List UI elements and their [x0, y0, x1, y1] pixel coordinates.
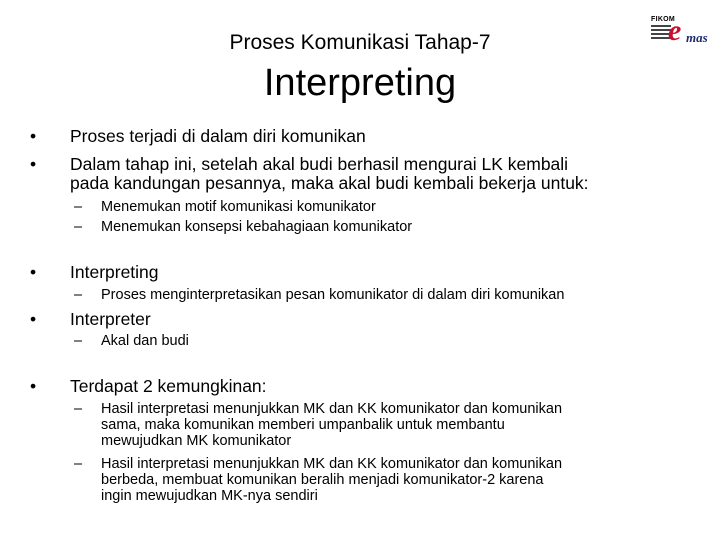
bullet-marker: •: [30, 126, 37, 146]
sub-bullet-text: ingin mewujudkan MK-nya sendiri: [101, 488, 318, 504]
sub-bullet-text: Akal dan budi: [101, 333, 189, 349]
sub-bullet-text: sama, maka komunikan memberi umpanbalik untuk membantu: [101, 417, 505, 433]
logo-e-letter: e: [668, 14, 682, 47]
logo-fikom-text: FIKOM: [651, 16, 676, 23]
bullet-text: pada kandungan pesannya, maka akal budi kembali bekerja untuk:: [70, 173, 589, 193]
bullet-text: Dalam tahap ini, setelah akal budi berhasil mengurai LK kembali: [70, 154, 569, 174]
sub-bullet-marker: –: [74, 219, 83, 235]
bullet-text: Interpreting: [70, 262, 159, 282]
bullet-marker: •: [30, 376, 37, 396]
bullet-marker: •: [30, 262, 37, 282]
sub-bullet-text: Proses menginterpretasikan pesan komunikator di dalam diri komunikan: [101, 287, 565, 303]
sub-bullet-text: Hasil interpretasi menunjukkan MK dan KK komunikator dan komunikan: [101, 401, 563, 417]
sub-bullet-text: Menemukan motif komunikasi komunikator: [101, 199, 376, 215]
sub-bullet-marker: –: [74, 287, 83, 303]
sub-bullet-text: mewujudkan MK komunikator: [101, 433, 292, 449]
slide-title: Interpreting: [263, 62, 457, 104]
bullet-text: Interpreter: [70, 309, 151, 329]
slide-subtitle: Proses Komunikasi Tahap-7: [229, 31, 491, 54]
sub-bullet-text: Menemukan konsepsi kebahagiaan komunikator: [101, 219, 413, 235]
bullet-marker: •: [30, 154, 37, 174]
sub-bullet-marker: –: [74, 333, 83, 349]
sub-bullet-marker: –: [74, 456, 83, 472]
sub-bullet-marker: –: [74, 401, 83, 417]
logo-mas-text: mas: [686, 30, 708, 45]
sub-bullet-marker: –: [74, 199, 83, 215]
fikom-emas-logo: [648, 14, 712, 48]
bullet-text: Terdapat 2 kemungkinan:: [70, 376, 267, 396]
bullet-text: Proses terjadi di dalam diri komunikan: [70, 126, 366, 146]
sub-bullet-text: Hasil interpretasi menunjukkan MK dan KK komunikator dan komunikan: [101, 456, 563, 472]
sub-bullet-text: berbeda, membuat komunikan beralih menjadi komunikator-2 karena: [101, 472, 544, 488]
bullet-marker: •: [30, 309, 37, 329]
